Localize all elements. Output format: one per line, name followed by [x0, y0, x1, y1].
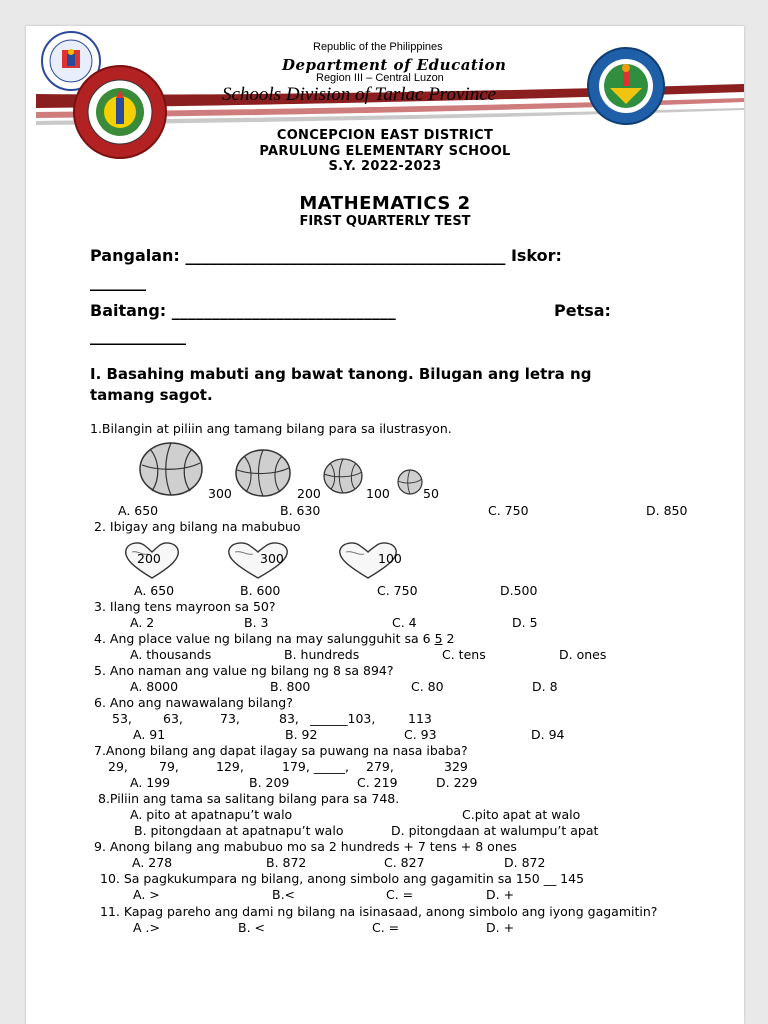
header-division: Schools Division of Tarlac Province [222, 84, 497, 105]
q1-choice-d[interactable]: D. 850 [646, 503, 688, 518]
ball-label-3: 100 [366, 486, 390, 501]
document-page [26, 26, 744, 1024]
sequence-item: 73, [220, 711, 240, 726]
q4-choice-c[interactable]: C. tens [442, 647, 486, 662]
q1-choice-c[interactable]: C. 750 [488, 503, 529, 518]
q9-choice-b[interactable]: B. 872 [266, 855, 307, 870]
q1-choice-b[interactable]: B. 630 [280, 503, 321, 518]
q7-choice-a[interactable]: A. 199 [130, 775, 171, 790]
question-5: 5. Ano naman ang value ng bilang ng 8 sa 894? [94, 663, 394, 678]
basketball-icon [396, 468, 424, 496]
question-3: 3. Ilang tens mayroon sa 50? [94, 599, 276, 614]
q8-choice-a[interactable]: A. pito at apatnapu’t walo [130, 807, 293, 822]
sequence-blank: ______103, [310, 711, 376, 726]
basketball-icon [138, 441, 204, 497]
q6-choice-c[interactable]: C. 93 [404, 727, 437, 742]
q4-choice-a[interactable]: A. thousands [130, 647, 212, 662]
q2-choice-d[interactable]: D.500 [500, 583, 538, 598]
heart-label-1: 200 [137, 551, 161, 566]
q5-choice-a[interactable]: A. 8000 [130, 679, 179, 694]
q9-choice-a[interactable]: A. 278 [132, 855, 173, 870]
question-1: 1.Bilangin at piliin ang tamang bilang para sa ilustrasyon. [90, 421, 452, 436]
grade-line: Baitang: ____________________________ [90, 301, 396, 320]
q11-choice-d[interactable]: D. + [486, 920, 515, 935]
q9-choice-d[interactable]: D. 872 [504, 855, 546, 870]
q6-choice-b[interactable]: B. 92 [285, 727, 318, 742]
sequence-item: 279, [366, 759, 394, 774]
question-7: 7.Anong bilang ang dapat ilagay sa puwang na nasa ibaba? [94, 743, 468, 758]
school-seal-icon [586, 46, 666, 126]
school-year: S.Y. 2022-2023 [328, 159, 442, 174]
question-2: 2. Ibigay ang bilang na mabubuo [94, 519, 301, 534]
ball-label-1: 300 [208, 486, 232, 501]
q1-choice-a[interactable]: A. 650 [118, 503, 159, 518]
score-line-continuation: _______ [90, 272, 146, 291]
basketball-icon [322, 457, 364, 495]
date-label: Petsa: [554, 301, 611, 320]
test-title: MATHEMATICS 2 [299, 193, 471, 214]
q9-choice-c[interactable]: C. 827 [384, 855, 425, 870]
q11-choice-a[interactable]: A .> [133, 920, 160, 935]
test-subtitle: FIRST QUARTERLY TEST [299, 214, 471, 229]
ball-label-4: 50 [423, 486, 439, 501]
date-line: ____________ [90, 326, 186, 345]
question-6: 6. Ano ang nawawalang bilang? [94, 695, 293, 710]
heart-label-2: 300 [260, 551, 284, 566]
heart-label-3: 100 [378, 551, 402, 566]
question-4-text: 4. Ang place value ng bilang na may salungguhit sa 6 [94, 631, 435, 646]
question-10: 10. Sa pagkukumpara ng bilang, anong simbolo ang gagamitin sa 150 __ 145 [100, 871, 585, 886]
q11-choice-c[interactable]: C. = [372, 920, 400, 935]
q10-choice-d[interactable]: D. + [486, 887, 515, 902]
q7-choice-b[interactable]: B. 209 [249, 775, 290, 790]
name-score-line: Pangalan: ________________________________________ Iskor: [90, 246, 562, 265]
sequence-blank: 179, _____, [282, 759, 350, 774]
q8-choice-c[interactable]: C.pito apat at walo [462, 807, 581, 822]
q8-choice-b[interactable]: B. pitongdaan at apatnapu’t walo [134, 823, 344, 838]
q5-choice-d[interactable]: D. 8 [532, 679, 558, 694]
sequence-item: 113 [408, 711, 432, 726]
sequence-item: 83, [279, 711, 299, 726]
question-11: 11. Kapag pareho ang dami ng bilang na isinasaad, anong simbolo ang iyong gagamitin? [100, 904, 658, 919]
q11-choice-b[interactable]: B. < [238, 920, 265, 935]
school-name: PARULUNG ELEMENTARY SCHOOL [259, 144, 511, 159]
question-4 [94, 631, 454, 646]
q4-choice-d[interactable]: D. ones [559, 647, 607, 662]
q5-choice-c[interactable]: C. 80 [411, 679, 444, 694]
question-4-underlined-digit: 5 [434, 631, 443, 646]
question-8: 8.Piliin ang tama sa salitang bilang para sa 748. [98, 791, 400, 806]
question-4-text-end: 2 [442, 631, 455, 646]
sequence-item: 329 [444, 759, 468, 774]
q8-choice-d[interactable]: D. pitongdaan at walumpu’t apat [391, 823, 599, 838]
q2-choice-c[interactable]: C. 750 [377, 583, 418, 598]
q3-choice-a[interactable]: A. 2 [130, 615, 155, 630]
sequence-item: 29, [108, 759, 128, 774]
q3-choice-d[interactable]: D. 5 [512, 615, 538, 630]
instructions-line2: tamang sagot. [90, 386, 213, 404]
q10-choice-c[interactable]: C. = [386, 887, 414, 902]
district-name: CONCEPCION EAST DISTRICT [276, 128, 494, 143]
q10-choice-b[interactable]: B.< [272, 887, 296, 902]
q7-choice-d[interactable]: D. 229 [436, 775, 478, 790]
q5-choice-b[interactable]: B. 800 [270, 679, 311, 694]
q10-choice-a[interactable]: A. > [133, 887, 160, 902]
question-9: 9. Anong bilang ang mabubuo mo sa 2 hundreds + 7 tens + 8 ones [94, 839, 517, 854]
sequence-item: 53, [112, 711, 132, 726]
ball-label-2: 200 [297, 486, 321, 501]
q2-choice-a[interactable]: A. 650 [134, 583, 175, 598]
q3-choice-c[interactable]: C. 4 [392, 615, 417, 630]
header-republic: Republic of the Philippines [313, 41, 443, 53]
sequence-item: 63, [163, 711, 183, 726]
sequence-item: 79, [159, 759, 179, 774]
q6-choice-d[interactable]: D. 94 [531, 727, 565, 742]
sequence-item: 129, [216, 759, 244, 774]
header-department: Department of Education [282, 56, 507, 74]
basketball-icon [234, 448, 292, 498]
instructions-line1: I. Basahing mabuti ang bawat tanong. Bilugan ang letra ng [90, 365, 592, 383]
header-region: Region III – Central Luzon [316, 72, 444, 84]
q3-choice-b[interactable]: B. 3 [244, 615, 269, 630]
q2-choice-b[interactable]: B. 600 [240, 583, 281, 598]
q7-choice-c[interactable]: C. 219 [357, 775, 398, 790]
q4-choice-b[interactable]: B. hundreds [284, 647, 360, 662]
q6-choice-a[interactable]: A. 91 [133, 727, 166, 742]
